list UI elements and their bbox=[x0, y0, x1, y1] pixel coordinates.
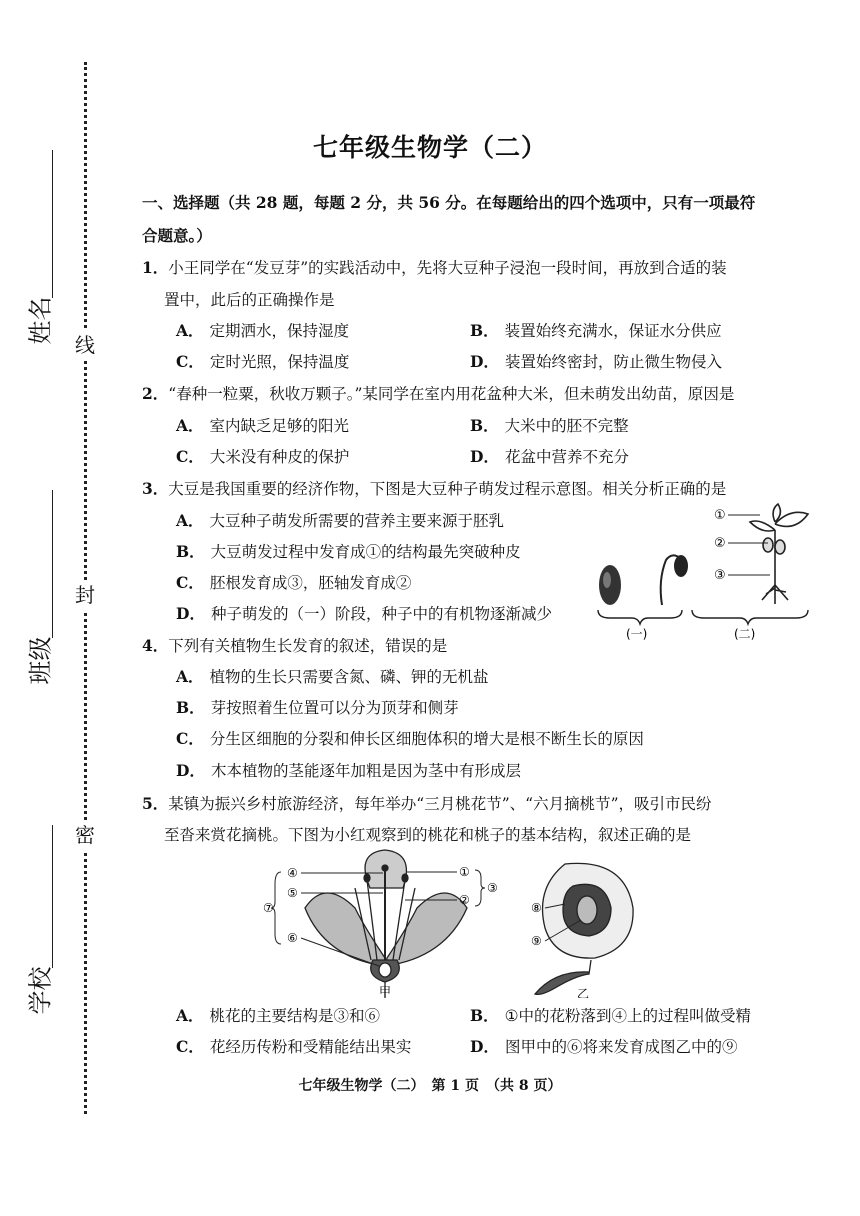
seal-word-mi: 密 bbox=[74, 820, 96, 850]
flower-label-5: ⑤ bbox=[287, 886, 298, 900]
question-5-stem-cont: 至沓来赏花摘桃。下图为小红观察到的桃花和桃子的基本结构，叙述正确的是 bbox=[164, 826, 692, 844]
question-3-stem: 3．大豆是我国重要的经济作物，下图是大豆种子萌发过程示意图。相关分析正确的是 bbox=[142, 479, 727, 498]
name-label: 姓名 bbox=[26, 296, 55, 345]
section-heading: 一、选择题（共 28 题，每题 2 分，共 56 分。在每题给出的四个选项中，只有一项最符 bbox=[142, 193, 756, 212]
q1-option-a[interactable]: A． 定期洒水，保持湿度 bbox=[176, 321, 350, 340]
seal-word-xian: 线 bbox=[74, 330, 96, 360]
peach-fruit-icon bbox=[535, 863, 633, 994]
question-2-stem: 2．“春种一粒粟，秋收万颗子。”某同学在室内用花盆种大米，但未萌发出幼苗，原因是 bbox=[142, 384, 735, 403]
q3-option-a[interactable]: A． 大豆种子萌发所需要的营养主要来源于胚乳 bbox=[176, 511, 505, 530]
flower-label-2: ② bbox=[459, 893, 470, 907]
q5-option-c[interactable]: C． 花经历传粉和受精能结出果实 bbox=[176, 1037, 412, 1056]
q2-option-d[interactable]: D． 花盆中营养不充分 bbox=[470, 447, 629, 466]
germinating-seed-icon bbox=[661, 555, 688, 605]
flower-label-4: ④ bbox=[287, 866, 298, 880]
q3-option-b[interactable]: B． 大豆萌发过程中发育成①的结构最先突破种皮 bbox=[176, 542, 521, 561]
caption-jia: 甲 bbox=[379, 985, 392, 998]
fruit-label-8: ⑧ bbox=[531, 901, 542, 915]
section-heading-cont: 合题意。） bbox=[142, 226, 212, 245]
q1-option-d[interactable]: D． 装置始终密封，防止微生物侵入 bbox=[470, 352, 722, 371]
name-field[interactable] bbox=[18, 150, 58, 350]
q2-option-a[interactable]: A． 室内缺乏足够的阳光 bbox=[176, 416, 350, 435]
fruit-label-9: ⑨ bbox=[531, 934, 542, 948]
page-title: 七年级生物学（二） bbox=[312, 133, 547, 162]
page-footer: 七年级生物学（二） 第 1 页 （共 8 页） bbox=[298, 1078, 562, 1094]
label-3: ③ bbox=[714, 568, 726, 583]
class-field[interactable] bbox=[18, 490, 58, 690]
question-4-stem: 4．下列有关植物生长发育的叙述，错误的是 bbox=[142, 636, 448, 655]
flower-label-7: ⑦ bbox=[263, 901, 274, 915]
caption-yi: 乙 bbox=[577, 987, 590, 998]
q4-option-a[interactable]: A． 植物的生长只需要含氮、磷、钾的无机盐 bbox=[176, 667, 489, 686]
q2-option-b[interactable]: B． 大米中的胚不完整 bbox=[470, 416, 629, 435]
question-5-stem: 5．某镇为振兴乡村旅游经济，每年举办“三月桃花节”、“六月摘桃节”，吸引市民纷 bbox=[142, 794, 712, 813]
peach-flower-fruit-figure bbox=[255, 848, 655, 998]
stage-two-label: (二) bbox=[734, 627, 756, 640]
seal-word-feng: 封 bbox=[74, 580, 96, 610]
q4-option-d[interactable]: D． 木本植物的茎能逐年加粗是因为茎中有形成层 bbox=[176, 761, 521, 780]
flower-label-6: ⑥ bbox=[287, 931, 298, 945]
soybean-seed-icon bbox=[599, 565, 621, 605]
q5-option-a[interactable]: A． 桃花的主要结构是③和⑥ bbox=[176, 1006, 381, 1025]
q5-option-b[interactable]: B． ①中的花粉落到④上的过程叫做受精 bbox=[470, 1006, 752, 1025]
stage-one-label: (一) bbox=[626, 627, 648, 640]
label-1: ① bbox=[714, 508, 726, 523]
q4-option-c[interactable]: C． 分生区细胞的分裂和伸长区细胞体积的增大是根不断生长的原因 bbox=[176, 729, 644, 748]
class-label: 班级 bbox=[26, 636, 55, 685]
soybean-seedling-icon bbox=[750, 504, 808, 604]
q1-option-c[interactable]: C． 定时光照，保持温度 bbox=[176, 352, 350, 371]
soybean-germination-figure bbox=[590, 500, 820, 640]
flower-label-3: ③ bbox=[487, 881, 498, 895]
q4-option-b[interactable]: B． 芽按照着生位置可以分为顶芽和侧芽 bbox=[176, 698, 459, 717]
label-2: ② bbox=[714, 536, 726, 551]
question-1-stem-cont: 置中，此后的正确操作是 bbox=[164, 291, 335, 309]
q2-option-c[interactable]: C． 大米没有种皮的保护 bbox=[176, 447, 350, 466]
flower-label-1: ① bbox=[459, 865, 470, 879]
q5-option-d[interactable]: D． 图甲中的⑥将来发育成图乙中的⑨ bbox=[470, 1037, 738, 1056]
q1-option-b[interactable]: B． 装置始终充满水，保证水分供应 bbox=[470, 321, 722, 340]
q3-option-d[interactable]: D． 种子萌发的（一）阶段，种子中的有机物逐渐减少 bbox=[176, 604, 552, 623]
school-label: 学校 bbox=[26, 966, 55, 1015]
question-1-stem: 1．小王同学在“发豆芽”的实践活动中，先将大豆种子浸泡一段时间，再放到合适的装 bbox=[142, 258, 727, 277]
school-field[interactable] bbox=[18, 825, 58, 1020]
q3-option-c[interactable]: C． 胚根发育成③，胚轴发育成② bbox=[176, 573, 412, 592]
